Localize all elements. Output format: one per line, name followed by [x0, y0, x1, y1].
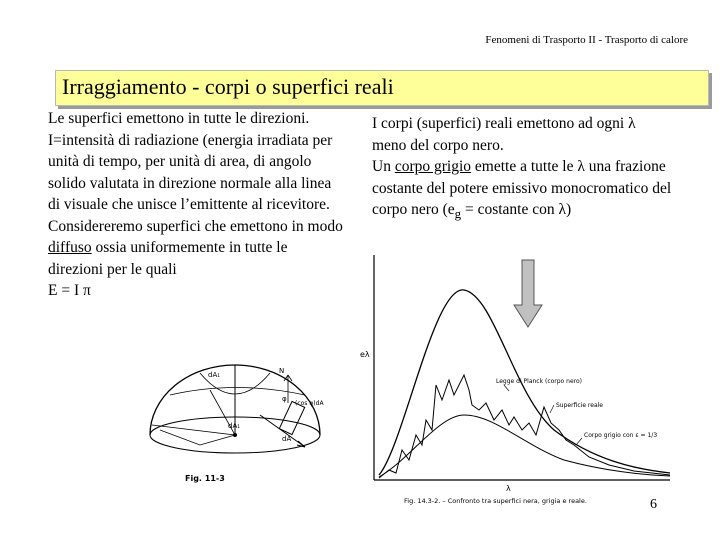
course-header: Fenomeni di Trasporto II - Trasporto di calore — [485, 34, 688, 46]
highlight-arrow — [514, 260, 542, 327]
left-p3-end: ossia uniformemente in tutte le direzioni per le quali — [48, 239, 288, 278]
right-p2-end: = costante con λ) — [461, 201, 572, 218]
emission-formula: E = I π — [48, 282, 91, 299]
left-paragraph-3 — [48, 216, 343, 281]
grey-curve-label: Corpo grigio con ε = 1/3 — [584, 432, 658, 439]
fig-left-caption: Fig. 11-3 — [185, 474, 225, 483]
real-curve-label: Superficie reale — [556, 402, 603, 409]
x-axis-label: λ — [506, 484, 511, 493]
page-number: 6 — [650, 497, 657, 512]
left-p3-start: Considereremo superfici che emettono in modo — [48, 217, 343, 235]
planck-curve-label: Legge di Planck (corpo nero) — [496, 378, 582, 385]
hemisphere-figure — [140, 355, 340, 485]
grey-curve — [379, 415, 670, 477]
corpo-grigio-term: corpo grigio — [394, 158, 472, 175]
phi-label: φ — [282, 395, 287, 403]
grey-subscript: g — [454, 206, 462, 222]
right-p2-start: Un — [372, 158, 395, 175]
left-text-block — [48, 108, 343, 302]
dA-label: dA — [282, 435, 292, 443]
fig-right-caption: Fig. 14.3-2. – Confronto tra superfici nera, grigia e reale. — [404, 497, 587, 505]
right-p2-mid: emette a tutte le λ una frazione costante del potere emissivo monocromatico del corpo nero (e — [372, 158, 672, 218]
slide-title: Irraggiamento - corpi o superfici reali — [62, 74, 394, 99]
spectra-figure — [354, 245, 674, 515]
cos-phi-label: (cos φ)dA — [295, 400, 324, 407]
normal-label: N — [279, 367, 285, 375]
left-paragraph-2: I=intensità di radiazione (energia irradiata per unità di tempo, per unità di area, di angolo solido valutata in direzione normale alla linea di visuale che unisce l’emittente al ricevitore. — [48, 131, 333, 213]
right-text-block — [372, 113, 672, 225]
right-paragraph-2 — [372, 156, 672, 225]
dA1-bottom-label: dA₁ — [228, 422, 241, 430]
right-paragraph-1: I corpi (superfici) reali emettono ad ogni λ meno del corpo nero. — [372, 115, 636, 154]
ray-line — [160, 430, 235, 445]
dA1-top-label: dA₁ — [208, 371, 221, 379]
slide-title-bar — [55, 70, 709, 106]
y-axis-label: eλ — [360, 350, 370, 359]
left-paragraph-1: Le superfici emettono in tutte le direzioni. — [48, 110, 310, 127]
diffuso-term: diffuso — [48, 239, 92, 256]
real-curve — [379, 375, 670, 478]
